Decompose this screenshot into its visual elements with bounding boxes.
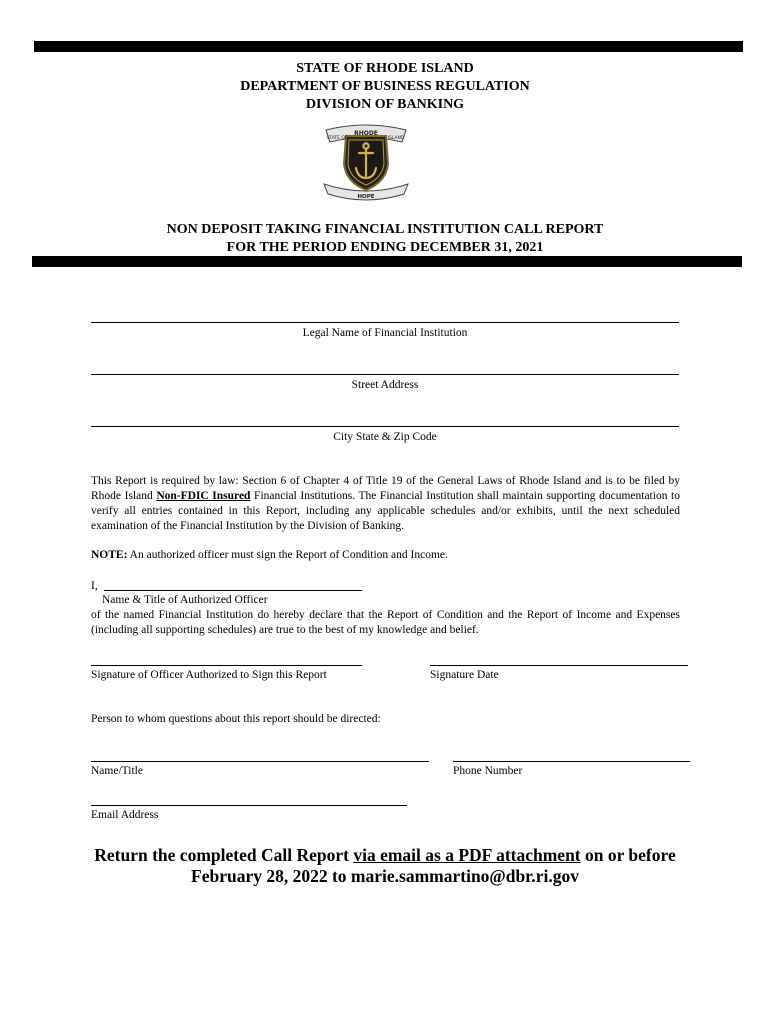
i-prefix: I, bbox=[91, 580, 98, 592]
legal-name-field[interactable] bbox=[91, 322, 679, 323]
seal-right-text: ISLAND bbox=[387, 136, 405, 141]
note-paragraph: NOTE: An authorized officer must sign the Report of Condition and Income. bbox=[91, 549, 448, 561]
officer-signature-field[interactable] bbox=[91, 665, 362, 666]
pdf-attachment-emphasis: via email as a PDF attachment bbox=[353, 845, 581, 865]
contact-name-title-label: Name/Title bbox=[91, 765, 143, 777]
seal-bottom-text: HOPE bbox=[357, 194, 375, 200]
officer-signature-label: Signature of Officer Authorized to Sign this Report bbox=[91, 669, 327, 681]
contact-name-title-field[interactable] bbox=[91, 761, 429, 762]
street-address-field[interactable] bbox=[91, 374, 679, 375]
title-rule bbox=[32, 256, 742, 267]
signature-date-field[interactable] bbox=[430, 665, 688, 666]
legal-name-label: Legal Name of Financial Institution bbox=[302, 327, 468, 339]
seal-left-text: STATE OF bbox=[326, 136, 348, 141]
header-division: DIVISION OF BANKING bbox=[305, 97, 465, 112]
non-fdic-emphasis: Non-FDIC Insured bbox=[156, 490, 251, 502]
phone-number-field[interactable] bbox=[453, 761, 690, 762]
legal-requirement-paragraph: This Report is required by law: Section 6 of Chapter 4 of Title 19 of the General Laws of Rhode Island and is to be filed by Rhode Island Non-FDIC Insured Financial Institutions. The Financial Institution shall maintain supporting documentation to verify all entries contained in this Report, including any applicable schedules and/or exhibits, until the next scheduled examination of the Financial Institution by the Division of Banking. bbox=[91, 475, 680, 532]
header-state: STATE OF RHODE ISLAND bbox=[296, 61, 474, 76]
authorized-officer-field[interactable] bbox=[104, 590, 362, 591]
header-department: DEPARTMENT OF BUSINESS REGULATION bbox=[240, 79, 530, 94]
report-period: FOR THE PERIOD ENDING DECEMBER 31, 2021 bbox=[226, 240, 544, 255]
seal-top-text: RHODE bbox=[354, 130, 378, 137]
city-state-zip-field[interactable] bbox=[91, 426, 679, 427]
signature-date-label: Signature Date bbox=[430, 669, 499, 681]
street-address-label: Street Address bbox=[351, 379, 419, 391]
city-state-zip-label: City State & Zip Code bbox=[333, 431, 437, 443]
authorized-officer-label: Name & Title of Authorized Officer bbox=[102, 594, 268, 606]
declaration-paragraph: of the named Financial Institution do hereby declare that the Report of Condition and the Report of Income and Expenses (including all supporting schedules) are true to the best of my knowledge and belief. bbox=[91, 609, 680, 636]
return-deadline: February 28, 2022 to marie.sammartino@dbr.ri.gov bbox=[191, 866, 579, 886]
report-title: NON DEPOSIT TAKING FINANCIAL INSTITUTION CALL REPORT bbox=[166, 222, 604, 237]
return-instructions: Return the completed Call Report via email as a PDF attachment on or before bbox=[94, 845, 676, 865]
state-seal-logo bbox=[318, 122, 414, 202]
email-address-label: Email Address bbox=[91, 809, 159, 821]
note-label: NOTE: bbox=[91, 549, 128, 561]
phone-number-label: Phone Number bbox=[453, 765, 523, 777]
email-address-field[interactable] bbox=[91, 805, 407, 806]
top-rule bbox=[34, 41, 743, 52]
contact-intro: Person to whom questions about this report should be directed: bbox=[91, 713, 381, 725]
